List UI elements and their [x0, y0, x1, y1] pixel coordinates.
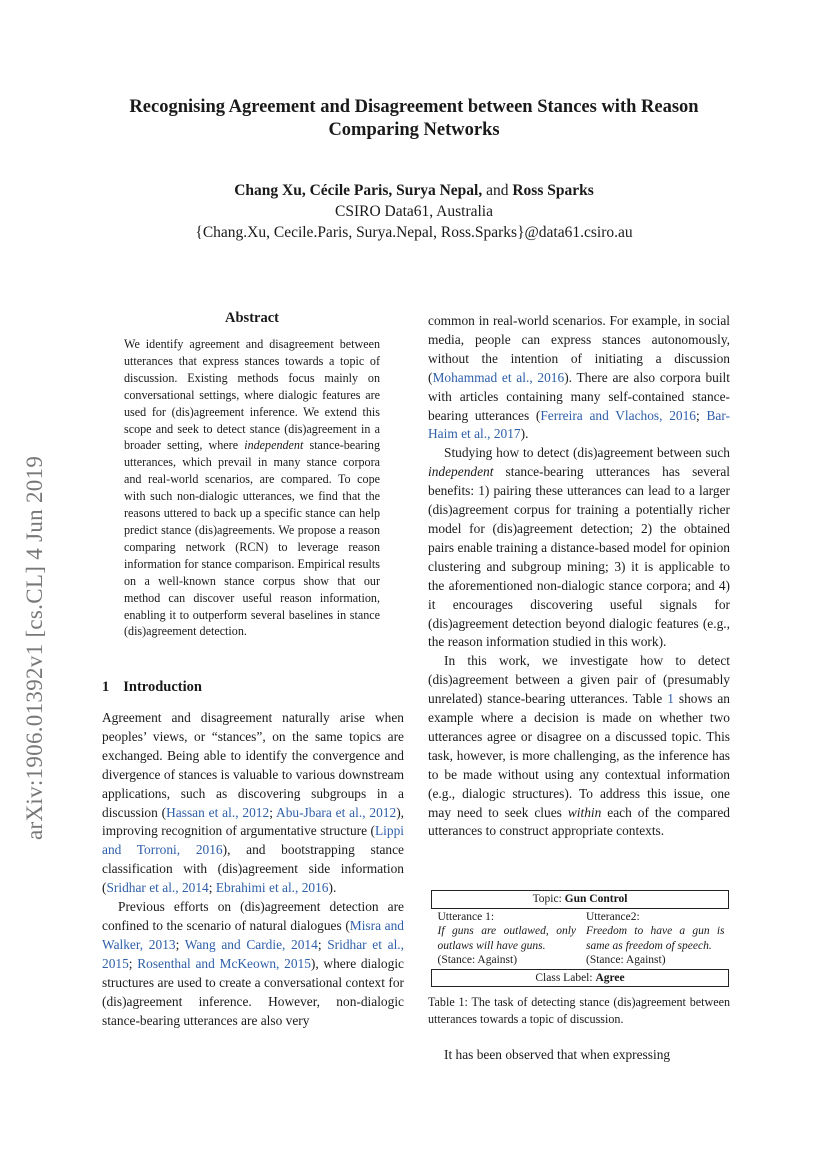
paper-title-line2: Comparing Networks [328, 120, 500, 140]
paragraph: Previous efforts on (dis)agreement detection are confined to the scenario of natural dialogues (Misra and Walker, 2013; Wang and Cardie, 2014; Sridhar et al., 2015; Rosenthal and McKeown, 2015), where dialogic structures are used to create a conversational context for (dis)agreement inference. However, non-dialogic stance-bearing utterances are also very [102, 899, 404, 1028]
utterance-1-cell: Utterance 1: If guns are outlawed, only outlaws will have guns. (Stance: Against) [437, 910, 576, 966]
table-1-caption: Table 1: The task of detecting stance (dis)agreement between utterances towards a topic of discussion. [428, 995, 730, 1026]
table-class-label-cell: Class Label: Agree [432, 969, 729, 987]
author-block [80, 180, 748, 243]
citation-link[interactable]: Bar-Haim et al., 2017 [428, 407, 730, 442]
affiliation: CSIRO Data61, Australia [335, 203, 493, 220]
table-topic-cell: Topic: Gun Control [432, 891, 729, 909]
authors-and: and [486, 182, 509, 199]
authors-last: Ross Sparks [512, 182, 594, 199]
right-column-continuation [428, 1046, 730, 1065]
paragraph: common in real-world scenarios. For example, in social media, people can express stances autonomously, without the intention of initiating a discussion (Mohammad et al., 2016). There are also corpora built with articles containing many self-contained stance-bearing utterances (Ferreira and Vlachos, 2016; Bar-Haim et al., 2017). [428, 313, 730, 442]
abstract-heading: Abstract [225, 310, 279, 326]
abstract-part: stance-bearing utterances, which prevail in many stance corpora and real-world scenarios, are compared. To cope with such non-dialogic utterances, we find that the reasons uttered to back up a specific stance can help predict stance (dis)agreements. We propose a reason comparing network (RCN) to leverage reason information for stance comparison. Empirical results on a well-known stance corpus show that our method can discover useful reason information, enabling it to outperform several baselines in stance (dis)agreement detection. [124, 438, 380, 639]
arxiv-stamp: arXiv:1906.01392v1 [cs.CL] 4 Jun 2019 [22, 455, 47, 840]
paragraph: Agreement and disagreement naturally arise when peoples’ views, or “stances”, on the same topics are exchanged. Being able to identify the convergence and divergence of stances is valuable to various downstream applications, such as discovering subgroups in a discussion (Hassan et al., 2012; Abu-Jbara et al., 2012), improving recognition of argumentative structure (Lippi and Torroni, 2016), and bootstrapping stance classification with (dis)agreement side information (Sridhar et al., 2014; Ebrahimi et al., 2016). [102, 710, 404, 896]
abstract-text [124, 336, 380, 640]
citation-link[interactable]: Wang and Cardie, 2014 [184, 936, 318, 952]
paragraph: In this work, we investigate how to detect (dis)agreement between a given pair of (presumably unrelated) stance-bearing utterances. Table 1 shows an example where a decision is made on whether two utterances agree or disagree on a discussed topic. This task, however, is more challenging, as the inference has to be made without using any contextual information (e.g., dialogic structures). To address this issue, one may need to seek clues within each of the compared utterances to construct appropriate contexts. [428, 653, 730, 839]
authors-first: Chang Xu, Cécile Paris, Surya Nepal, [234, 182, 483, 199]
citation-link[interactable]: Mohammad et al., 2016 [432, 369, 565, 385]
right-column-body [428, 312, 730, 841]
paper-title-line1: Recognising Agreement and Disagreement between Stances with Reason [129, 97, 699, 117]
abstract-part: We identify agreement and disagreement between utterances that express stances towards a topic of discussion. Existing methods focus mainly on conversational settings, where dialogic features are used for (dis)agreement inference. We extend this scope and seek to detect stance (dis)agreement in a broader setting, where [124, 337, 380, 453]
section-title: Introduction [123, 679, 202, 695]
citation-link[interactable]: Ferreira and Vlachos, 2016 [540, 407, 696, 423]
citation-link[interactable]: Sridhar et al., 2015 [102, 936, 404, 971]
citation-link[interactable]: Lippi and Torroni, 2016 [102, 823, 404, 858]
section-number: 1 [102, 679, 110, 695]
table-1 [431, 890, 729, 987]
citation-link[interactable]: Ebrahimi et al., 2016 [215, 880, 329, 896]
abstract-emphasis: independent [244, 438, 304, 453]
section-heading-introduction [102, 679, 216, 696]
citation-link[interactable]: Abu-Jbara et al., 2012 [276, 804, 397, 820]
paragraph: It has been observed that when expressing [444, 1047, 671, 1062]
author-names [80, 180, 748, 201]
paragraph: Studying how to detect (dis)agreement between such independent stance-bearing utterances has several benefits: 1) pairing these utterances can lead to a larger (dis)agreement corpus for training a potentially richer model for (dis)agreement detection; 2) the obtained pairs enable training a distance-based model for opinion clustering and subgroup mining; 3) it is applicable to the aforementioned non-dialogic stance corpora; and 4) it encourages discovering useful signals for (dis)agreement detection beyond dialogic features (e.g., the reason information studied in this work). [428, 445, 730, 650]
citation-link[interactable]: Misra and Walker, 2013 [102, 917, 404, 952]
table-utterances-row [432, 908, 729, 969]
table-reference-link[interactable]: 1 [667, 691, 674, 707]
author-emails: {Chang.Xu, Cecile.Paris, Surya.Nepal, Ross.Sparks}@data61.csiro.au [195, 224, 633, 241]
paper-title [80, 96, 748, 142]
utterance-2-cell: Utterance2: Freedom to have a gun is same as freedom of speech. (Stance: Against) [586, 910, 725, 966]
left-column-body [102, 709, 404, 1030]
citation-link[interactable]: Rosenthal and McKeown, 2015 [137, 955, 311, 971]
citation-link[interactable]: Hassan et al., 2012 [166, 804, 270, 820]
citation-link[interactable]: Sridhar et al., 2014 [106, 880, 209, 896]
